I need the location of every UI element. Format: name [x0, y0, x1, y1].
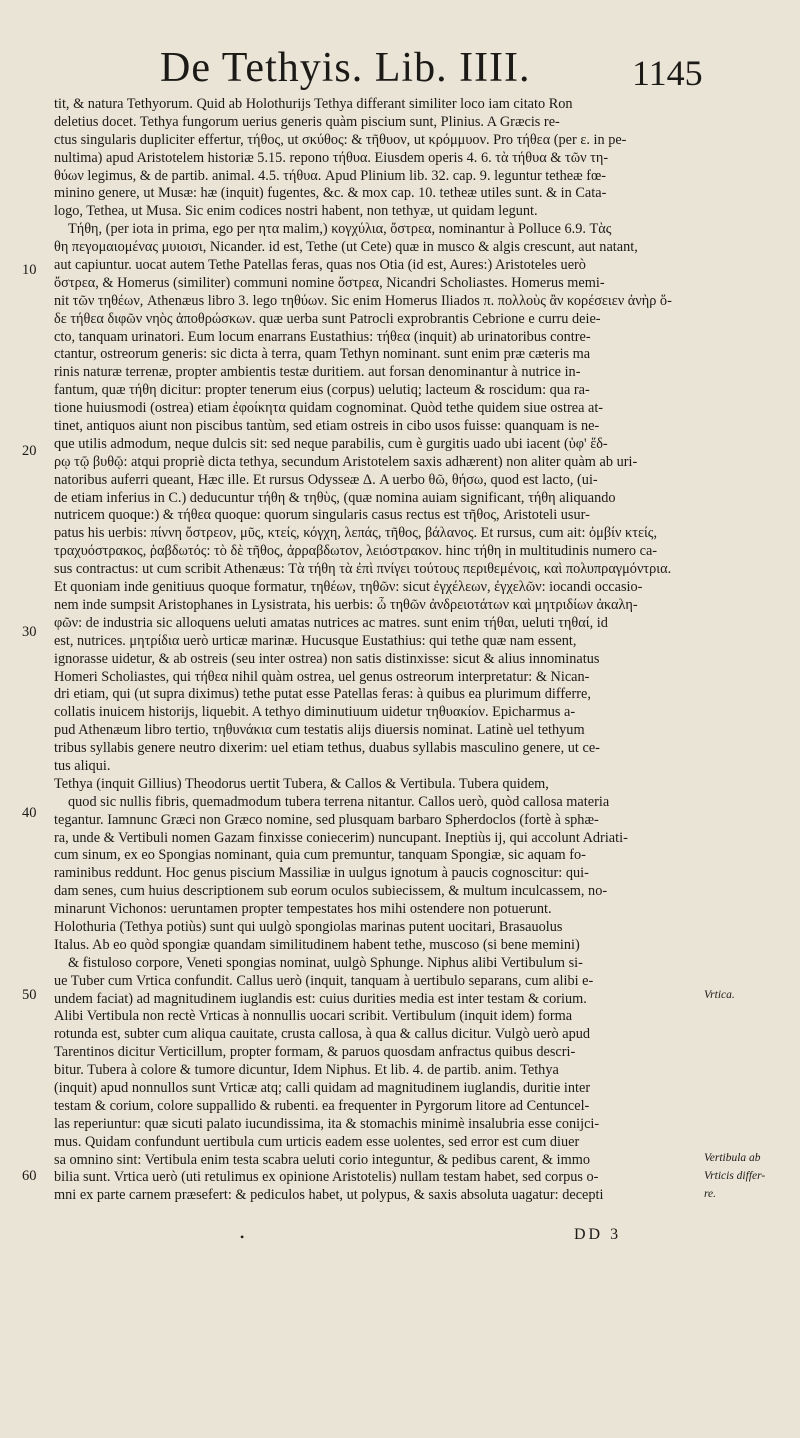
line-number-20: 20: [22, 443, 37, 459]
margin-note-vertibula: Vertibula ab: [704, 1152, 761, 1164]
text-line: pud Athenæum libro tertio, τηθυνάκια cum testatis alijs diuersis nominat. Latinè uel tethyum: [54, 722, 585, 739]
text-line: ὄστρεα, & Homerus (similiter) communi nomine ὄστρεα, Nicandri Scholiastes. Homerus memi-: [54, 274, 605, 291]
text-line: nutricem quoque:) & τήθεα quoque: quorum singularis casus rectus est τῆθος, Aristoteli usur-: [54, 507, 590, 524]
text-line: Et quoniam inde genitiuus quoque formatur, τηθέων, τηθῶν: sicut ἐγχέλεων, ἐγχελῶν: iocandi occasio-: [54, 579, 643, 596]
text-line: collatis inuicem historijs, liquebit. A tethyo diminutiuum uidetur τηθυακίον. Epicharmus a-: [54, 704, 576, 721]
text-line: minarunt Vichonos: ueruntamen propter tempestates hos mihi ostendere non potuerunt.: [54, 901, 552, 918]
line-number-40: 40: [22, 805, 37, 821]
text-line: bilia sunt. Vrtica uerò (uti retulimus ex opinione Aristotelis) nullam testam habet, sed corpus o-: [54, 1169, 599, 1186]
text-line: nultima) apud Aristotelem historiæ 5.15. repono τήθυα. Eiusdem operis 4. 6. τὰ τήθυα & τῶν τη-: [54, 149, 609, 166]
text-line: nem inde sumpsit Aristophanes in Lysistrata, his uerbis: ὦ τηθῶν ἀνδρειοτάτων καὶ μητριδίων ἀκαλη-: [54, 596, 638, 613]
text-line: tinet, antiquos aiunt non piscibus tantùm, sed etiam ostreis in cibo usos fuisse: quanquam is ne-: [54, 418, 600, 435]
text-line: est, nutrices. μητρίδια uerò urticæ marinæ. Hucusque Eustathius: qui tethe quæ nam essent,: [54, 632, 577, 649]
text-line: rinis naturæ terrenæ, propter ambientis testæ duritiem. aut forsan denominantur à nutrice in-: [54, 364, 581, 381]
text-line: ctus singularis dupliciter effertur, τήθος, ut σκύθος: & τῆθυον, ut κρόμμυον. Pro τήθεα (per ε. in pe-: [54, 131, 627, 148]
line-number-60: 60: [22, 1168, 37, 1184]
text-line: Italus. Ab eo quòd spongiæ quandam similitudinem habent tethe, muscoso (si bene memini): [54, 936, 580, 953]
text-line: Homeri Scholiastes, qui τήθεα nihil quàm ostrea, uel genus ostreorum interpretatur: & Nican-: [54, 668, 590, 685]
text-line: cto, tanquam urinatori. Eum locum enarrans Eustathius: τήθεα (inquit) ab urinatoribus contre-: [54, 328, 591, 345]
text-line: Holothuria (Tethya potiùs) sunt qui uulgò spongiolas marinas putent uocitari, Brasauolus: [54, 918, 563, 935]
text-line: Tethya (inquit Gillius) Theodorus uertit Tubera, & Callos & Vertibula. Tubera quidem,: [54, 775, 549, 792]
margin-note-vrticis: Vrticis differ-: [704, 1170, 766, 1182]
text-line: tegantur. Iamnunc Græci non Græco nomine, sed plusquam barbaro Spherdoclos (fortè à sphæ-: [54, 811, 599, 828]
text-line: minino genere, ut Musæ: hæ (inquit) fugentes, &c. & mox cap. 10. tetheæ utiles sunt. & in Cata-: [54, 185, 607, 202]
text-line: & fistuloso corpore, Veneti spongias nominat, uulgò Sphunge. Niphus alibi Vertibulum si-: [68, 954, 583, 971]
text-line: ra, unde & Vertibuli nomen Gazam finxisse coniecerim) nuncupant. Ineptiùs ij, qui accolunt Adriati-: [54, 829, 628, 846]
text-line: raminibus reddunt. Hoc genus piscium Massiliæ in uulgus ignotum à paucis cognoscitur: qui-: [54, 865, 589, 882]
text-line: φῶν: de industria sic alloquens ueluti amatas nutrices ac matres. sunt enim τήθαι, ueluti τηθαί, id: [54, 614, 608, 631]
line-number-10: 10: [22, 262, 37, 278]
text-line: ignorasse uidetur, & ab ostreis (seu inter ostrea) non satis distinxisse: sicut & alius innominatus: [54, 650, 600, 667]
margin-note-vrtica: Vrtica.: [704, 989, 735, 1001]
text-line: undem faciat) ad magnitudinem iuglandis est: cuius durities media est inter testam & corium.: [54, 990, 587, 1007]
text-line: nit τῶν τηθέων, Athenæus libro 3. lego τηθύων. Sic enim Homerus Iliados π. πολλοὺς ἂν κορέσειεν ἀνὴρ ὅ-: [54, 292, 672, 309]
text-line: tribus syllabis genere neutro dixerim: uel etiam tethus, duabus syllabis masculino genere, ut ce-: [54, 740, 600, 757]
text-line: testam & corium, colore suppallido & rubenti. ea frequenter in Pyrgorum litore ad Centuncel-: [54, 1097, 590, 1114]
text-line: logo, Tethea, ut Musa. Sic enim codices nostri habent, non tethyæ, ut quidam legunt.: [54, 203, 538, 220]
text-line: dam senes, cum huius descriptionem sub eorum oculos subiecissem, & multum inculcassem, no-: [54, 883, 608, 900]
text-line: bitur. Tubera à colore & tumore dicuntur, Idem Niphus. Et lib. 4. de partib. anim. Tethya: [54, 1062, 559, 1079]
text-line: que utilis admodum, neque dulcis sit: sed neque parabilis, cum è gurgitis uado ubi iacent (ὑφ' ἕδ-: [54, 435, 608, 452]
text-line: rotunda est, subter cum aliqua cauitate, crusta callosa, à qua & callus dicitur. Vulgò uerò apud: [54, 1026, 591, 1043]
text-line: tit, & natura Tethyorum. Quid ab Holothurijs Tethya differant similiter loco iam citato Ron: [54, 96, 573, 112]
text-line: dri etiam, qui (ut supra diximus) tethe putat esse Patellas feras: à quibus ea plurimum differre,: [54, 686, 591, 703]
text-line: θη πεγομαιομένας μυιοισι, Nicander. id est, Tethe (ut Cete) quæ in musco & algis crescunt, aut natant,: [54, 239, 638, 256]
text-line: ue Tuber cum Vrtica confundit. Callus uerò (inquit, tanquam à uertibulo separans, cum alibi e-: [54, 972, 594, 989]
text-line: quod sic nullis fibris, quemadmodum tubera terrena nitantur. Callos uerò, quòd callosa materia: [68, 793, 610, 810]
text-line: patus his uerbis: πίννη ὄστρεον, μῦς, κτείς, κόγχη, λεπάς, τῆθος, βάλανος. Et rursus, cum ait: ὀμβίν κτείς,: [54, 525, 658, 542]
text-line: natoribus auferri queant, Hæc ille. Et rursus Odysseæ Δ. A uerbo θῶ, θήσω, quod est lacto, (ui-: [54, 471, 598, 488]
text-line: aut capiuntur. uocat autem Tethe Patellas feras, quas nos Otia (id est, Aures:) Aristoteles uerò: [54, 257, 586, 274]
margin-note-re: re.: [704, 1188, 717, 1200]
text-line: sa omnino sint: Vertibula enim testa scabra ueluti corio integuntur, & pedibus carent, & immo: [54, 1151, 590, 1168]
page-header: [0, 38, 800, 98]
text-line: deletius docet. Tethya fungorum uerius generis quàm piscium sunt, Plinius. A Græcis re-: [54, 113, 560, 130]
signature-mark: DD 3: [574, 1226, 622, 1243]
text-line: θύων legimus, & de partib. animal. 4.5. τήθυα. Apud Plinium lib. 32. cap. 9. leguntur tetheæ fœ-: [54, 167, 607, 184]
page-number: 1145: [632, 53, 703, 93]
text-line: Tarentinos dicitur Verticillum, propter formam, & paruos quosdam anfractus quibus descri-: [54, 1044, 576, 1061]
text-line: fantum, quæ τήθη dicitur: propter tenerum eius (corpus) uelutiq; lacteum & roscidum: qua ra-: [54, 382, 590, 399]
text-line: mni ex parte carnem præsefert: & pediculos habet, ut polypus, & saxis absoluta uagatur: decepti: [54, 1187, 604, 1204]
text-line: de etiam inferius in C.) deducuntur τήθη & τηθὺς, (quæ nomina auiam significant, τήθη aliquando: [54, 489, 616, 506]
text-line: cum sinum, ex eo Spongias nominant, quia cum premuntur, tanquam Spongiæ, sic aquam fo-: [54, 847, 586, 864]
text-line: las reperiuntur: quæ sicuti palato iucundissima, ita & stomachis minimè insalubria esse conijci-: [54, 1115, 600, 1132]
line-number-50: 50: [22, 987, 37, 1003]
text-line: tione huiusmodi (ostrea) etiam ἐφοίκητα quidam cognominat. Quòd tethe quidem siue ostrea at-: [54, 400, 604, 417]
text-line: mus. Quidam confundunt uertibula cum urticis eadem esse uolentes, sed error est cum diuer: [54, 1133, 580, 1150]
line-number-30: 30: [22, 624, 37, 640]
body-text: [54, 96, 717, 1205]
text-line: ctantur, ostreorum generis: sic dicta à terra, quam Tethyn nominant. sunt enim præ cæteris ma: [54, 346, 591, 363]
running-title: De Tethyis. Lib. IIII.: [160, 45, 531, 91]
ornament-dot: •: [240, 1230, 245, 1244]
text-line: sus contractus: ut cum scribit Athenæus: Τὰ τήθη τὰ ἐπὶ πνίγει τούτους περιθεμένοις, καὶ πολυπραγμόντρια.: [54, 561, 672, 578]
text-line: Alibi Vertibula non rectè Vrticas à nonnullis uocari scribit. Vertibulum (inquit idem) forma: [54, 1008, 573, 1025]
text-line: ρῳ τῷ βυθῷ: atqui propriè dicta tethya, secundum Aristotelem saxis adhærent) non aliter quàm ab uri-: [54, 453, 638, 470]
text-line: (inquit) apud nonnullos sunt Vrticæ atq; calli quidam ad magnitudinem iuglandis, duritie inter: [54, 1079, 591, 1096]
text-line: tus aliqui.: [54, 757, 111, 774]
text-line: Τήθη, (per iota in prima, ego per ητα malim,) κογχύλια, ὄστρεα, nominantur à Polluce 6.9. Τὰς: [68, 221, 612, 238]
text-line: τραχυόστρακος, ῥαβδωτός: τὸ δὲ τῆθος, ἀρραβδωτον, λειόστρακον. hinc τήθη in multitudinis numero ca-: [54, 543, 658, 560]
text-line: δε τήθεα διφῶν νηὸς ἀποθρώσκων. quæ uerba sunt Patrocli exprobrantis Cebrione e curru deie-: [54, 310, 601, 327]
